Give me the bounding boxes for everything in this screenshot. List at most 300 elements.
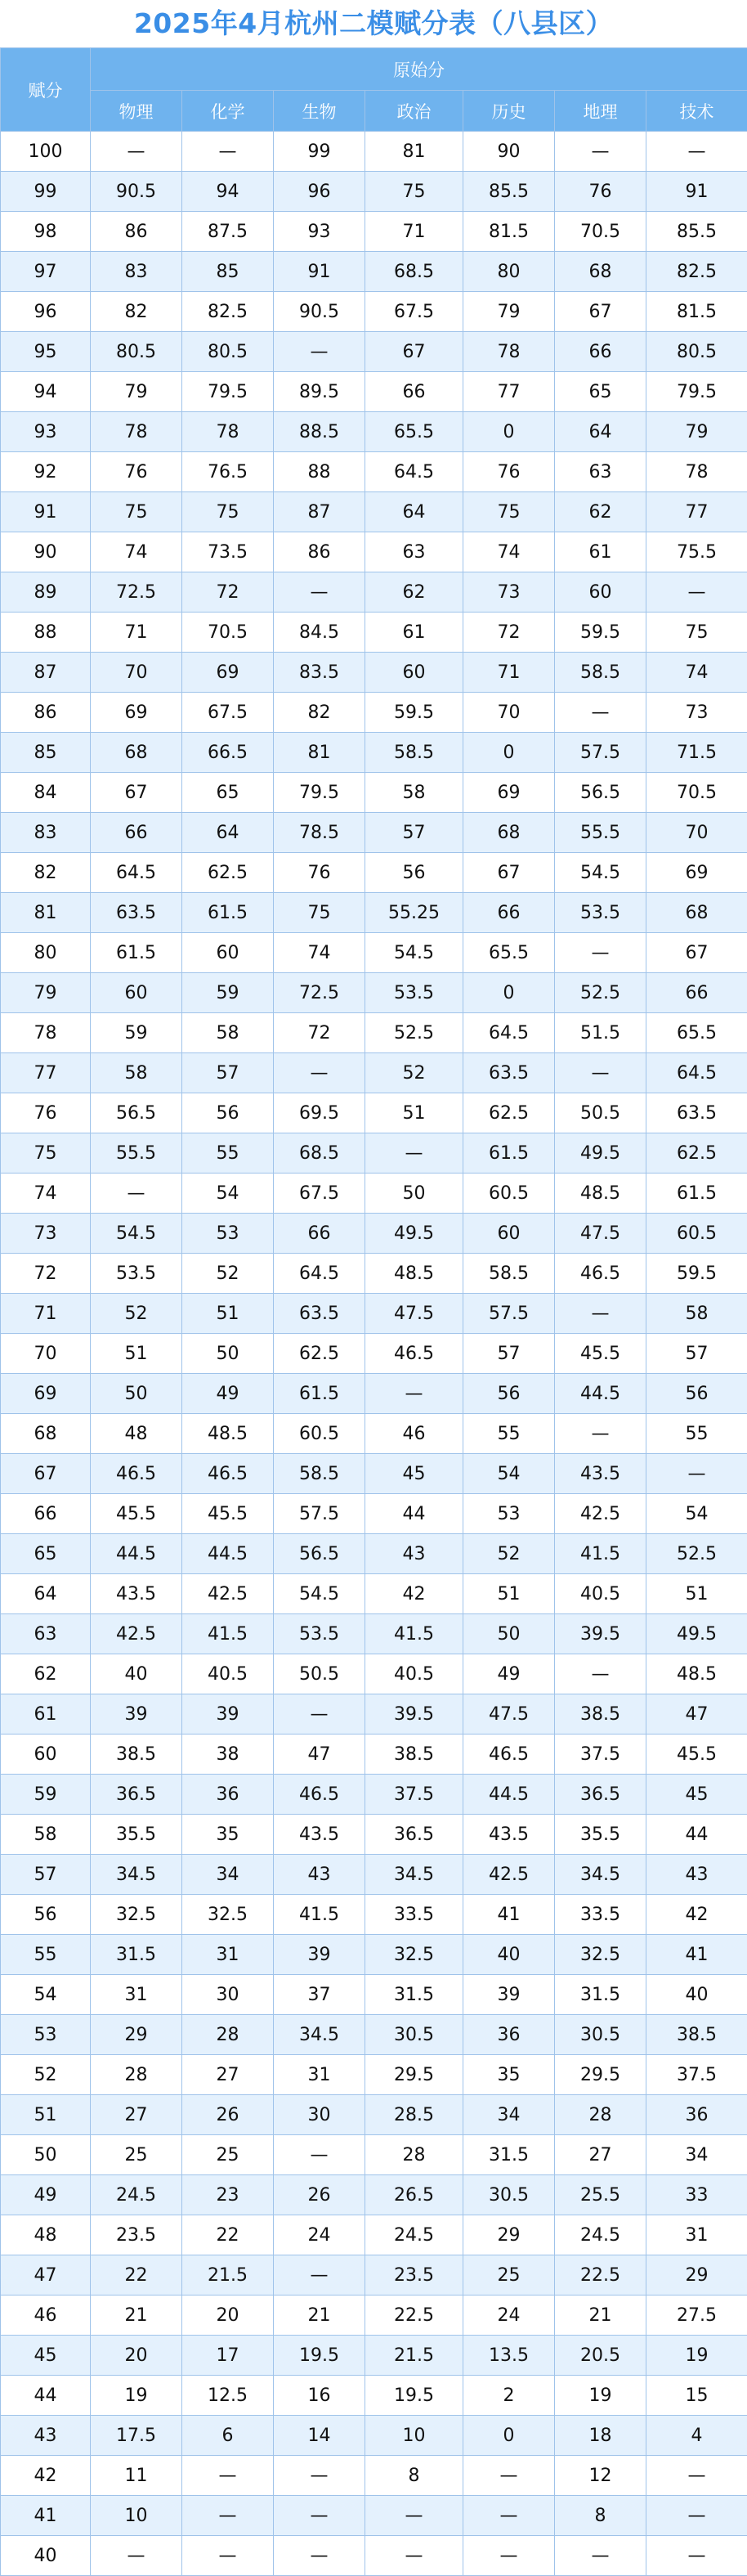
raw-score-cell: — [555, 2536, 646, 2576]
raw-score-cell: 50 [365, 1174, 463, 1214]
raw-score-cell: 54 [646, 1494, 747, 1534]
raw-score-cell: 91 [646, 172, 747, 212]
raw-score-cell: 47.5 [365, 1294, 463, 1334]
raw-score-cell: 58.5 [274, 1454, 365, 1494]
raw-score-cell: 76 [91, 452, 182, 492]
raw-score-cell: 85.5 [646, 212, 747, 252]
raw-score-cell: 44 [646, 1815, 747, 1855]
table-row [1, 292, 747, 332]
raw-score-cell: 56.5 [555, 773, 646, 813]
score-cell: 52 [1, 2055, 91, 2095]
raw-score-cell: 72 [463, 613, 555, 653]
score-cell: 68 [1, 1414, 91, 1454]
table-row [1, 1254, 747, 1294]
score-cell: 85 [1, 733, 91, 773]
table-header [1, 48, 747, 132]
raw-score-cell: 81.5 [646, 292, 747, 332]
raw-score-cell: 79.5 [274, 773, 365, 813]
raw-score-cell: 71 [91, 613, 182, 653]
raw-score-cell: — [555, 1053, 646, 1093]
subject-header: 历史 [463, 91, 555, 132]
raw-score-cell: 72.5 [91, 572, 182, 613]
score-cell: 66 [1, 1494, 91, 1534]
raw-score-cell: 52 [182, 1254, 274, 1294]
raw-score-cell: — [274, 2536, 365, 2576]
raw-score-cell: 59.5 [555, 613, 646, 653]
raw-score-cell: 38.5 [365, 1735, 463, 1775]
raw-score-cell: 47 [274, 1735, 365, 1775]
table-row [1, 212, 747, 252]
raw-score-cell: 23.5 [91, 2215, 182, 2255]
raw-score-cell: 62.5 [182, 853, 274, 893]
raw-score-cell: 53 [463, 1494, 555, 1534]
raw-score-cell: 78.5 [274, 813, 365, 853]
raw-score-cell: 54.5 [274, 1574, 365, 1614]
raw-score-cell: 62 [555, 492, 646, 532]
raw-score-cell: 30.5 [463, 2175, 555, 2215]
table-row [1, 2215, 747, 2255]
raw-score-cell: — [555, 693, 646, 733]
raw-score-cell: 27 [182, 2055, 274, 2095]
raw-score-cell: 31.5 [463, 2135, 555, 2175]
raw-score-cell: 55.5 [555, 813, 646, 853]
raw-score-cell: 61.5 [463, 1133, 555, 1174]
raw-score-cell: 73 [646, 693, 747, 733]
raw-score-cell: — [274, 2496, 365, 2536]
score-cell: 98 [1, 212, 91, 252]
raw-score-cell: 56 [463, 1374, 555, 1414]
table-row [1, 1775, 747, 1815]
raw-score-cell: 32.5 [555, 1935, 646, 1975]
raw-score-cell: 15 [646, 2376, 747, 2416]
raw-score-cell: 52.5 [646, 1534, 747, 1574]
raw-score-cell: 43.5 [555, 1454, 646, 1494]
raw-score-cell: 39 [274, 1935, 365, 1975]
score-cell: 60 [1, 1735, 91, 1775]
raw-score-cell: 63.5 [91, 893, 182, 933]
raw-score-cell: 42.5 [182, 1574, 274, 1614]
raw-score-cell: 64 [365, 492, 463, 532]
raw-score-cell: 43.5 [91, 1574, 182, 1614]
raw-score-cell: 34 [463, 2095, 555, 2135]
raw-score-cell: 59 [182, 973, 274, 1013]
raw-score-cell: 19 [555, 2376, 646, 2416]
score-cell: 63 [1, 1614, 91, 1654]
score-cell: 78 [1, 1013, 91, 1053]
raw-score-cell: — [646, 572, 747, 613]
raw-score-cell: 40 [646, 1975, 747, 2015]
raw-score-cell: 70 [463, 693, 555, 733]
raw-score-cell: 36 [463, 2015, 555, 2055]
raw-score-cell: — [274, 572, 365, 613]
raw-score-cell: 41.5 [555, 1534, 646, 1574]
raw-score-cell: 10 [365, 2416, 463, 2456]
table-row [1, 412, 747, 452]
raw-score-cell: 34.5 [91, 1855, 182, 1895]
score-cell: 42 [1, 2456, 91, 2496]
score-cell: 79 [1, 973, 91, 1013]
raw-score-cell: 27.5 [646, 2296, 747, 2336]
raw-score-cell: 53 [182, 1214, 274, 1254]
subject-header: 地理 [555, 91, 646, 132]
raw-score-cell: 54.5 [555, 853, 646, 893]
raw-score-cell: 60 [365, 653, 463, 693]
table-row [1, 1574, 747, 1614]
raw-score-cell: 58 [182, 1013, 274, 1053]
raw-score-cell: 50 [182, 1334, 274, 1374]
raw-score-cell: 67 [91, 773, 182, 813]
raw-score-cell: 52 [365, 1053, 463, 1093]
score-cell: 90 [1, 532, 91, 572]
raw-score-cell: 31.5 [365, 1975, 463, 2015]
raw-score-cell: 64.5 [646, 1053, 747, 1093]
table-row [1, 2015, 747, 2055]
raw-score-cell: — [182, 2496, 274, 2536]
score-cell: 96 [1, 292, 91, 332]
raw-score-cell: 29 [91, 2015, 182, 2055]
raw-score-cell: 0 [463, 412, 555, 452]
raw-score-cell: 13.5 [463, 2336, 555, 2376]
score-cell: 67 [1, 1454, 91, 1494]
raw-score-cell: 28 [555, 2095, 646, 2135]
raw-score-cell: 75 [91, 492, 182, 532]
raw-score-cell: 57.5 [463, 1294, 555, 1334]
score-cell: 49 [1, 2175, 91, 2215]
raw-score-cell: 34.5 [274, 2015, 365, 2055]
raw-score-cell: 36 [182, 1775, 274, 1815]
raw-score-cell: 45 [646, 1775, 747, 1815]
raw-score-cell: 60.5 [274, 1414, 365, 1454]
raw-score-cell: 25.5 [555, 2175, 646, 2215]
raw-score-cell: 80.5 [182, 332, 274, 372]
raw-score-cell: — [646, 2456, 747, 2496]
raw-score-cell: 49 [182, 1374, 274, 1414]
table-row [1, 332, 747, 372]
raw-score-cell: 66.5 [182, 733, 274, 773]
raw-score-cell: 72.5 [274, 973, 365, 1013]
raw-score-cell: 4 [646, 2416, 747, 2456]
raw-score-cell: — [555, 1654, 646, 1694]
raw-score-cell: 78 [91, 412, 182, 452]
raw-score-cell: 55.5 [91, 1133, 182, 1174]
raw-score-cell: 65.5 [646, 1013, 747, 1053]
raw-score-cell: 12 [555, 2456, 646, 2496]
raw-score-cell: 46 [365, 1414, 463, 1454]
raw-score-cell: 59.5 [365, 693, 463, 733]
score-table [0, 47, 747, 2576]
raw-score-cell: 66 [365, 372, 463, 412]
raw-score-cell: 65 [555, 372, 646, 412]
raw-score-cell: 46.5 [91, 1454, 182, 1494]
raw-score-cell: 39 [91, 1694, 182, 1735]
score-cell: 41 [1, 2496, 91, 2536]
raw-score-cell: 24.5 [91, 2175, 182, 2215]
subject-header-row [1, 91, 747, 132]
raw-score-cell: 50 [91, 1374, 182, 1414]
raw-score-cell: 52 [91, 1294, 182, 1334]
raw-score-cell: 75 [182, 492, 274, 532]
table-row [1, 1013, 747, 1053]
raw-score-cell: 45.5 [91, 1494, 182, 1534]
raw-score-cell: 78 [182, 412, 274, 452]
raw-score-cell: 85.5 [463, 172, 555, 212]
raw-score-cell: 62.5 [646, 1133, 747, 1174]
score-cell: 91 [1, 492, 91, 532]
raw-score-cell: — [91, 132, 182, 172]
raw-score-cell: — [274, 2456, 365, 2496]
raw-score-cell: 63.5 [646, 1093, 747, 1133]
raw-score-cell: 40 [91, 1654, 182, 1694]
raw-score-cell: 22.5 [555, 2255, 646, 2296]
score-cell: 97 [1, 252, 91, 292]
table-row [1, 2496, 747, 2536]
raw-score-cell: 50.5 [274, 1654, 365, 1694]
raw-score-cell: 73.5 [182, 532, 274, 572]
table-row [1, 973, 747, 1013]
table-row [1, 2336, 747, 2376]
table-row [1, 452, 747, 492]
raw-score-cell: 39.5 [365, 1694, 463, 1735]
raw-score-cell: 76.5 [182, 452, 274, 492]
table-row [1, 1815, 747, 1855]
raw-score-cell: 49.5 [646, 1614, 747, 1654]
raw-score-cell: — [365, 2536, 463, 2576]
table-row [1, 1735, 747, 1775]
raw-score-cell: 74 [646, 653, 747, 693]
raw-score-cell: 12.5 [182, 2376, 274, 2416]
raw-score-cell: 42.5 [555, 1494, 646, 1534]
raw-score-cell: 30 [274, 2095, 365, 2135]
table-row [1, 1494, 747, 1534]
raw-score-cell: 19 [91, 2376, 182, 2416]
raw-score-cell: 23 [182, 2175, 274, 2215]
raw-score-cell: 21.5 [365, 2336, 463, 2376]
table-row [1, 693, 747, 733]
raw-score-cell: 90.5 [274, 292, 365, 332]
raw-score-cell: 56 [182, 1093, 274, 1133]
raw-score-cell: 34 [646, 2135, 747, 2175]
table-row [1, 893, 747, 933]
raw-score-cell: 40.5 [365, 1654, 463, 1694]
raw-score-cell: 60.5 [463, 1174, 555, 1214]
raw-score-cell: 14 [274, 2416, 365, 2456]
raw-score-cell: 40.5 [182, 1654, 274, 1694]
subject-header: 生物 [274, 91, 365, 132]
raw-score-cell: 75 [365, 172, 463, 212]
raw-score-cell: 53.5 [365, 973, 463, 1013]
raw-score-cell: 41 [646, 1935, 747, 1975]
raw-score-cell: 57 [365, 813, 463, 853]
raw-score-cell: 64.5 [274, 1254, 365, 1294]
raw-score-cell: — [182, 2456, 274, 2496]
table-row [1, 1855, 747, 1895]
table-row [1, 613, 747, 653]
score-cell: 74 [1, 1174, 91, 1214]
raw-score-cell: 68.5 [274, 1133, 365, 1174]
raw-score-cell: 64.5 [91, 853, 182, 893]
raw-score-cell: 46.5 [182, 1454, 274, 1494]
table-row [1, 653, 747, 693]
raw-score-cell: 71 [365, 212, 463, 252]
table-row [1, 532, 747, 572]
raw-score-cell: 45.5 [555, 1334, 646, 1374]
table-row [1, 132, 747, 172]
raw-score-cell: 42 [646, 1895, 747, 1935]
raw-score-cell: 27 [555, 2135, 646, 2175]
raw-score-cell: 79.5 [182, 372, 274, 412]
raw-score-cell: 68 [646, 893, 747, 933]
raw-score-cell: 57 [182, 1053, 274, 1093]
raw-score-cell: 62.5 [463, 1093, 555, 1133]
raw-score-cell: 88.5 [274, 412, 365, 452]
raw-score-cell: 48.5 [555, 1174, 646, 1214]
raw-score-cell: 64.5 [365, 452, 463, 492]
raw-score-cell: 20 [182, 2296, 274, 2336]
raw-score-cell: 46.5 [365, 1334, 463, 1374]
raw-score-cell: 44.5 [182, 1534, 274, 1574]
raw-score-cell: 26 [182, 2095, 274, 2135]
raw-score-cell: 57.5 [274, 1494, 365, 1534]
raw-score-cell: 45 [365, 1454, 463, 1494]
raw-score-cell: 75 [463, 492, 555, 532]
score-cell: 93 [1, 412, 91, 452]
score-cell: 73 [1, 1214, 91, 1254]
raw-score-cell: 0 [463, 733, 555, 773]
raw-score-cell: 58 [646, 1294, 747, 1334]
table-row [1, 1454, 747, 1494]
score-cell: 69 [1, 1374, 91, 1414]
score-cell: 94 [1, 372, 91, 412]
raw-score-cell: 25 [91, 2135, 182, 2175]
raw-score-cell: 51 [365, 1093, 463, 1133]
raw-score-cell: 29 [646, 2255, 747, 2296]
raw-score-cell: 36 [646, 2095, 747, 2135]
raw-score-cell: 54 [182, 1174, 274, 1214]
raw-score-cell: 47.5 [555, 1214, 646, 1254]
score-cell: 44 [1, 2376, 91, 2416]
raw-score-cell: 25 [182, 2135, 274, 2175]
score-cell: 45 [1, 2336, 91, 2376]
raw-score-cell: 56 [365, 853, 463, 893]
raw-score-cell: 52.5 [555, 973, 646, 1013]
raw-score-cell: 17.5 [91, 2416, 182, 2456]
raw-score-cell: 31.5 [555, 1975, 646, 2015]
score-cell: 71 [1, 1294, 91, 1334]
raw-score-cell: 56.5 [91, 1093, 182, 1133]
table-row [1, 933, 747, 973]
raw-score-cell: 43 [365, 1534, 463, 1574]
raw-score-cell: 70.5 [182, 613, 274, 653]
score-cell: 88 [1, 613, 91, 653]
raw-score-cell: 22 [91, 2255, 182, 2296]
raw-score-cell: — [274, 332, 365, 372]
raw-score-cell: 52 [463, 1534, 555, 1574]
raw-score-cell: 32.5 [91, 1895, 182, 1935]
raw-score-cell: — [646, 132, 747, 172]
raw-score-cell: 66 [646, 973, 747, 1013]
raw-score-cell: 57 [463, 1334, 555, 1374]
raw-score-cell: 70 [91, 653, 182, 693]
raw-score-cell: — [182, 2536, 274, 2576]
raw-score-cell: 22 [182, 2215, 274, 2255]
raw-score-cell: 33.5 [555, 1895, 646, 1935]
raw-score-cell: 26.5 [365, 2175, 463, 2215]
score-cell: 43 [1, 2416, 91, 2456]
table-row [1, 1694, 747, 1735]
score-cell: 81 [1, 893, 91, 933]
raw-score-cell: 66 [463, 893, 555, 933]
raw-score-cell: 58.5 [555, 653, 646, 693]
raw-score-cell: 21 [274, 2296, 365, 2336]
table-row [1, 492, 747, 532]
page-title: 2025年4月杭州二模赋分表（八县区） [0, 0, 747, 47]
table-row [1, 773, 747, 813]
raw-score-cell: 35.5 [91, 1815, 182, 1855]
raw-score-cell: 24.5 [365, 2215, 463, 2255]
raw-score-cell: 77 [646, 492, 747, 532]
raw-score-cell: 50.5 [555, 1093, 646, 1133]
raw-score-cell: 43.5 [274, 1815, 365, 1855]
score-cell: 99 [1, 172, 91, 212]
raw-score-cell: 28 [91, 2055, 182, 2095]
raw-score-cell: 32.5 [182, 1895, 274, 1935]
raw-score-cell: 62 [365, 572, 463, 613]
score-cell: 62 [1, 1654, 91, 1694]
raw-score-cell: — [91, 1174, 182, 1214]
raw-score-cell: 80.5 [91, 332, 182, 372]
table-row [1, 2376, 747, 2416]
raw-score-cell: 41.5 [365, 1614, 463, 1654]
raw-score-cell: 74 [91, 532, 182, 572]
raw-score-cell: 44.5 [463, 1775, 555, 1815]
raw-score-cell: — [646, 1454, 747, 1494]
raw-score-cell: 36.5 [91, 1775, 182, 1815]
raw-score-cell: 45.5 [646, 1735, 747, 1775]
raw-score-cell: 51 [91, 1334, 182, 1374]
score-cell: 58 [1, 1815, 91, 1855]
score-cell: 59 [1, 1775, 91, 1815]
table-row [1, 1334, 747, 1374]
raw-score-cell: 38.5 [91, 1735, 182, 1775]
table-row [1, 2296, 747, 2336]
score-cell: 82 [1, 853, 91, 893]
raw-score-cell: 58.5 [365, 733, 463, 773]
raw-score-cell: 60 [463, 1214, 555, 1254]
raw-score-cell: 54.5 [365, 933, 463, 973]
table-row [1, 1053, 747, 1093]
score-cell: 50 [1, 2135, 91, 2175]
score-cell: 47 [1, 2255, 91, 2296]
score-cell: 100 [1, 132, 91, 172]
raw-score-cell: — [365, 2496, 463, 2536]
raw-score-cell: 55.25 [365, 893, 463, 933]
raw-score-cell: 79 [646, 412, 747, 452]
score-cell: 48 [1, 2215, 91, 2255]
raw-score-cell: 31 [91, 1975, 182, 2015]
raw-score-cell: 2 [463, 2376, 555, 2416]
table-row [1, 1093, 747, 1133]
raw-score-cell: 79 [463, 292, 555, 332]
raw-score-cell: — [274, 2255, 365, 2296]
raw-score-cell: 50 [463, 1614, 555, 1654]
raw-score-cell: 31.5 [91, 1935, 182, 1975]
raw-score-cell: 64.5 [463, 1013, 555, 1053]
raw-score-cell: 58.5 [463, 1254, 555, 1294]
raw-score-cell: 19.5 [365, 2376, 463, 2416]
raw-score-cell: — [91, 2536, 182, 2576]
score-cell: 95 [1, 332, 91, 372]
raw-score-cell: 44.5 [91, 1534, 182, 1574]
